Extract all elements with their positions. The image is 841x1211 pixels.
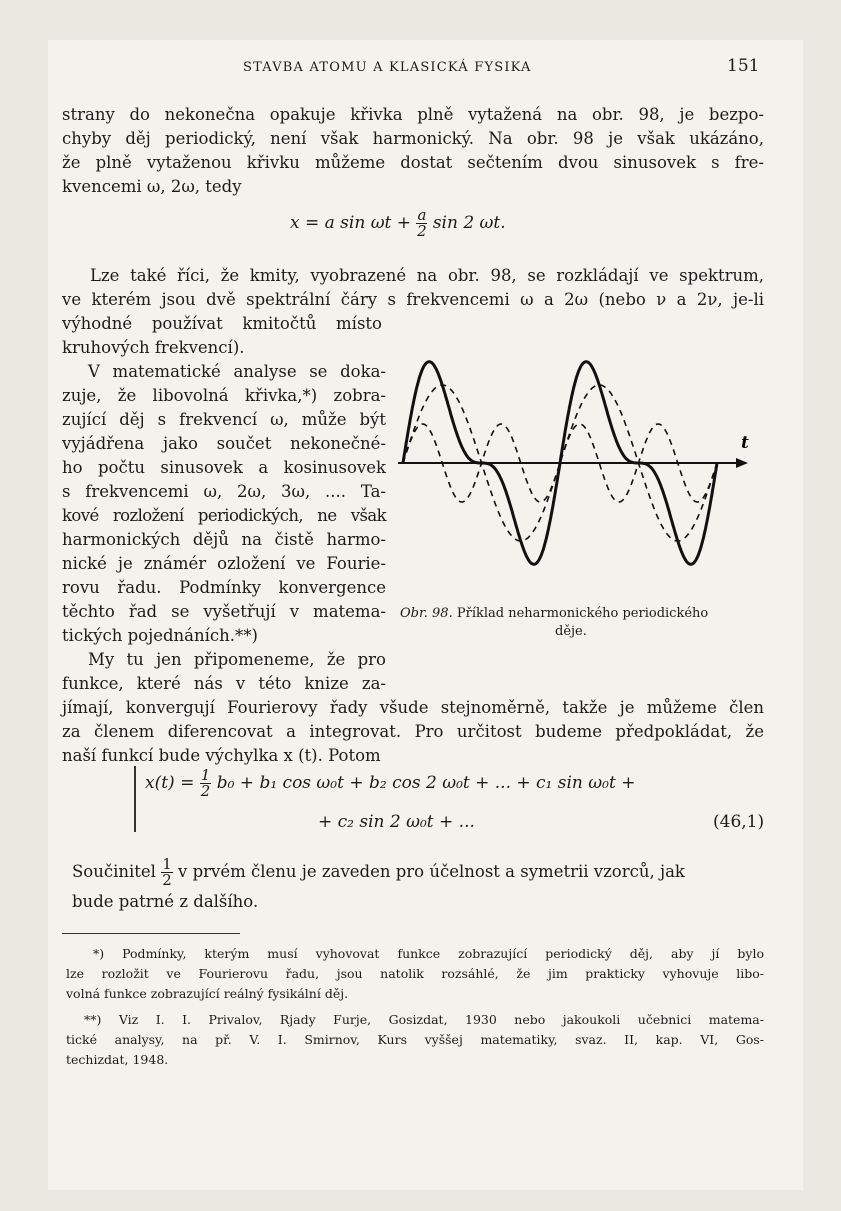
equation-1 [290,208,506,239]
equation-2-terms: b₀ + b₁ cos ω₀t + b₂ cos 2 ω₀t + ... + c₁ sin ω₀t + [216,773,636,793]
paragraph1-line: strany do nekonečna opakuje křivka plně vytažená na obr. 98, je bezpo- [62,105,764,124]
paragraph1-line: chyby děj periodický, není však harmonický. Na obr. 98 je však ukázáno, [62,129,764,148]
equation-2-lhs: x(t) = [145,773,195,793]
paragraph3-line: V matematické analyse se doka- [88,362,386,381]
equation-2-line1 [145,768,635,799]
footnote-2-line: techizdat, 1948. [66,1052,169,1067]
equation-1-num: a [417,206,427,224]
paragraph5-pre: Součinitel [72,862,156,881]
paragraph1-line: že plně vytaženou křivku můžeme dostat sečtením dvou sinusovek s fre- [62,153,764,172]
paragraph2-line: kruhových frekvencí). [62,338,245,357]
equation-1-rhs: sin 2 ωt. [432,213,506,233]
paragraph3-line: ho počtu sinusovek a kosinusovek [62,458,386,477]
paragraph3-line: tických pojednáních.**) [62,626,258,645]
paragraph5-fraction [161,857,173,888]
paragraph5-line1 [72,857,764,888]
paragraph4-line: funkce, které nás v této knize za- [62,674,386,693]
footnote-2-line: tické analysy, na př. V. I. Smirnov, Kurs vyššej matematiky, svaz. II, kap. VI, Gos- [66,1032,764,1047]
equation-bracket [134,766,136,832]
paragraph5-num: 1 [162,855,172,873]
footnote-1-line: *) Podmínky, kterým musí vyhovovat funkce zobrazující periodický děj, aby jí bylo [93,946,764,961]
equation-number: (46,1) [713,812,765,832]
paragraph3-line: těchto řad se vyšetřují v matema- [62,602,386,621]
paragraph3-line: zující děj s frekvencí ω, může být [62,410,386,429]
paragraph3-line: vyjádřena jako součet nekonečné- [62,434,386,453]
footnote-1-line: volná funkce zobrazující reálný fysikální děj. [66,986,349,1001]
axis-label-t: t [741,433,749,453]
axis-arrowhead [736,458,748,468]
paragraph2-line: výhodné používat kmitočtů místo [62,314,382,333]
paragraph3-line: harmonických dějů na čistě harmo- [62,530,386,549]
footnote-1-line: lze rozložit ve Fourierovu řadu, jsou natolik rozsáhlé, že jim prakticky vyhovuje libo- [66,966,764,981]
figure-caption [400,606,708,621]
figure-98 [398,325,768,600]
figure-caption-line2: děje. [555,624,587,639]
paragraph3-line: nické je známér ozložení ve Fourie- [62,554,386,573]
figure-caption-label: Obr. 98. [400,606,453,621]
paragraph2-line: ve kterém jsou dvě spektrální čáry s frekvencemi ω a 2ω (nebo ν a 2ν, je-li [62,290,764,309]
figure-caption-text: Příklad neharmonického periodického [456,606,709,621]
page-number: 151 [727,56,760,76]
equation-2-num: 1 [200,766,211,784]
footnote-rule [62,933,240,934]
equation-1-lhs: x = a sin ωt + [290,213,412,233]
paragraph3-line: rovu řadu. Podmínky konvergence [62,578,386,597]
paragraph5-post: v prvém členu je zaveden pro účelnost a symetrii vzorců, jak [178,862,685,881]
paragraph1-line: kvencemi ω, 2ω, tedy [62,177,242,196]
equation-1-fraction [416,208,427,239]
paragraph3-line: kové rozložení periodických, ne však [62,506,386,525]
paragraph2-line: Lze také říci, že kmity, vyobrazené na obr. 98, se rozkládají ve spektrum, [90,266,764,285]
paragraph3-line: s frekvencemi ω, 2ω, 3ω, .... Ta- [62,482,386,501]
running-header: STAVBA ATOMU A KLASICKÁ FYSIKA [243,60,532,75]
equation-1-den: 2 [417,222,427,240]
paragraph4-line: jímají, konvergují Fourierovy řady všude stejnoměrně, takže je můžeme člen [62,698,764,717]
equation-2-den: 2 [200,782,211,800]
paragraph5-line2: bude patrné z dalšího. [72,892,259,911]
paragraph4-line: My tu jen připomeneme, že pro [88,650,386,669]
footnote-2-line: **) Viz I. I. Privalov, Rjady Furje, Gosizdat, 1930 nebo jakoukoli učebnici matema- [84,1012,764,1027]
paragraph5-den: 2 [162,871,172,889]
equation-2-fraction [200,768,212,799]
paragraph4-line: naší funkcí bude výchylka x (t). Potom [62,746,381,765]
equation-2-line2: + c₂ sin 2 ω₀t + ... [318,812,475,832]
paragraph3-line: zuje, že libovolná křivka,*) zobra- [62,386,386,405]
paragraph4-line: za členem diferencovat a integrovat. Pro určitost budeme předpokládat, že [62,722,764,741]
